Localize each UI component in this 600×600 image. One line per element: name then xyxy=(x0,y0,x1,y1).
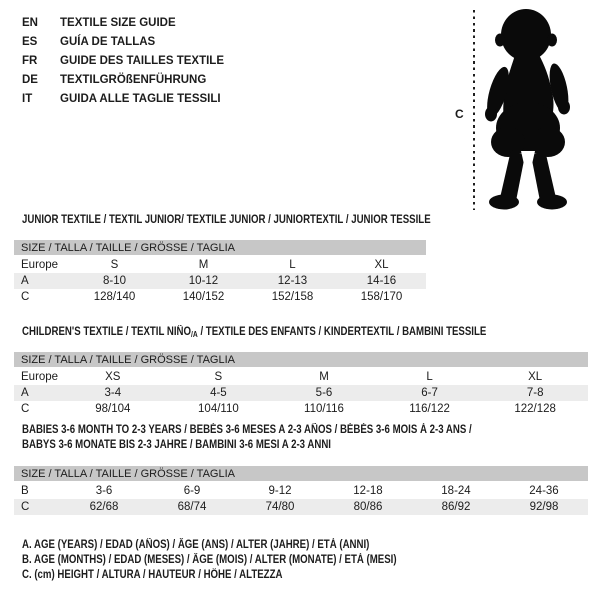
age-cell: 10-12 xyxy=(188,275,219,287)
lang-title: GUIDE DES TAILLES TEXTILE xyxy=(60,55,224,67)
age-cell: 3-4 xyxy=(104,387,122,399)
table-row xyxy=(14,483,588,499)
language-title-list xyxy=(22,14,224,109)
size-cell: S xyxy=(214,371,223,383)
size-cell: S xyxy=(110,259,119,271)
children-title-pre: CHILDREN'S TEXTILE / TEXTIL NIÑO xyxy=(22,326,192,338)
junior-size-table xyxy=(14,240,426,305)
height-cell: 152/158 xyxy=(271,291,314,303)
lang-title: GUIDA ALLE TAGLIE TESSILI xyxy=(60,93,221,105)
row-label: A xyxy=(21,275,29,287)
row-label: A xyxy=(21,387,29,399)
table-row xyxy=(14,273,426,289)
height-cell: 80/86 xyxy=(353,501,383,513)
babies-size-table xyxy=(14,466,588,515)
row-label: Europe xyxy=(21,371,59,383)
row-label: C xyxy=(21,291,30,303)
legend-note-b: B. AGE (MONTHS) / EDAD (MESES) / ÂGE (MOIS) / ALTER (MONATE) / ETÀ (MESI) xyxy=(22,554,397,566)
height-cell: 92/98 xyxy=(529,501,559,513)
height-measure-label: C xyxy=(455,107,464,121)
height-cell: 98/104 xyxy=(95,403,131,415)
lang-code: FR xyxy=(22,55,38,67)
lang-title: TEXTILE SIZE GUIDE xyxy=(60,17,176,29)
age-cell: 8-10 xyxy=(102,275,127,287)
size-cell: XL xyxy=(528,371,543,383)
age-cell: 24-36 xyxy=(529,485,559,497)
height-cell: 86/92 xyxy=(441,501,471,513)
age-cell: 12-13 xyxy=(277,275,308,287)
lang-row-it xyxy=(22,90,224,109)
size-header-bar: SIZE / TALLA / TAILLE / GRÖSSE / TAGLIA xyxy=(14,352,588,367)
size-header-bar: SIZE / TALLA / TAILLE / GRÖSSE / TAGLIA xyxy=(14,466,588,481)
height-cell: 128/140 xyxy=(93,291,136,303)
children-title-post: / TEXTILE DES ENFANTS / KINDERTEXTIL / BAMBINI TESSILE xyxy=(197,326,487,338)
babies-section-title-line2: BABYS 3-6 MONATE BIS 2-3 JAHRE / BAMBINI 3-6 MESI A 2-3 ANNI xyxy=(22,439,331,451)
age-cell: 18-24 xyxy=(441,485,471,497)
height-cell: 158/170 xyxy=(360,291,403,303)
age-cell: 3-6 xyxy=(95,485,113,497)
height-cell: 122/128 xyxy=(514,403,556,415)
size-cell: L xyxy=(426,371,433,383)
age-cell: 6-9 xyxy=(183,485,201,497)
table-row xyxy=(14,289,426,305)
lang-code: ES xyxy=(22,36,38,48)
age-cell: 9-12 xyxy=(268,485,292,497)
age-cell: 12-18 xyxy=(353,485,383,497)
size-cell: M xyxy=(319,371,329,383)
lang-row-es xyxy=(22,33,224,52)
size-cell: L xyxy=(289,259,296,271)
age-cell: 4-5 xyxy=(210,387,227,399)
table-row xyxy=(14,499,588,515)
age-cell: 5-6 xyxy=(315,387,333,399)
lang-code: DE xyxy=(22,74,38,86)
lang-row-de xyxy=(22,71,224,90)
table-row xyxy=(14,385,588,401)
lang-title: GUÍA DE TALLAS xyxy=(60,36,156,48)
row-label: Europe xyxy=(21,259,59,271)
table-row xyxy=(14,401,588,417)
lang-row-en xyxy=(22,14,224,33)
age-cell: 14-16 xyxy=(366,275,397,287)
lang-code: IT xyxy=(22,93,33,105)
size-cell: M xyxy=(198,259,209,271)
children-section-title xyxy=(22,326,486,339)
size-cell: XL xyxy=(374,259,389,271)
age-cell: 6-7 xyxy=(421,387,438,399)
height-cell: 74/80 xyxy=(265,501,295,513)
row-label: C xyxy=(21,501,30,513)
height-cell: 110/116 xyxy=(304,403,344,415)
height-measure-dotted-line xyxy=(473,10,475,210)
children-size-table xyxy=(14,352,588,417)
table-row xyxy=(14,257,426,273)
lang-title: TEXTILGRÖßENFÜHRUNG xyxy=(60,74,207,86)
height-cell: 62/68 xyxy=(89,501,119,513)
row-label: B xyxy=(21,485,29,497)
size-header-bar: SIZE / TALLA / TAILLE / GRÖSSE / TAGLIA xyxy=(14,240,426,255)
legend-note-c: C. (cm) HEIGHT / ALTURA / HAUTEUR / HÖHE / ALTEZZA xyxy=(22,569,283,581)
height-cell: 68/74 xyxy=(177,501,207,513)
lang-row-fr xyxy=(22,52,224,71)
height-cell: 104/110 xyxy=(198,403,239,415)
junior-section-title: JUNIOR TEXTILE / TEXTIL JUNIOR/ TEXTILE JUNIOR / JUNIORTEXTIL / JUNIOR TESSILE xyxy=(22,214,431,226)
height-cell: 116/122 xyxy=(409,403,450,415)
children-title-subscript: /A xyxy=(191,330,198,339)
height-cell: 140/152 xyxy=(182,291,225,303)
row-label: C xyxy=(21,403,30,415)
age-cell: 7-8 xyxy=(526,387,544,399)
lang-code: EN xyxy=(22,17,38,29)
legend-note-a: A. AGE (YEARS) / EDAD (AÑOS) / ÂGE (ANS) / ALTER (JAHRE) / ETÀ (ANNI) xyxy=(22,539,370,551)
size-cell: XS xyxy=(105,371,121,383)
babies-section-title-line1: BABIES 3-6 MONTH TO 2-3 YEARS / BEBÉS 3-6 MESES A 2-3 AÑOS / BÉBÉS 3-6 MOIS À 2-3 ANS / xyxy=(22,424,472,436)
table-row xyxy=(14,369,588,385)
baby-silhouette-icon xyxy=(478,8,578,212)
